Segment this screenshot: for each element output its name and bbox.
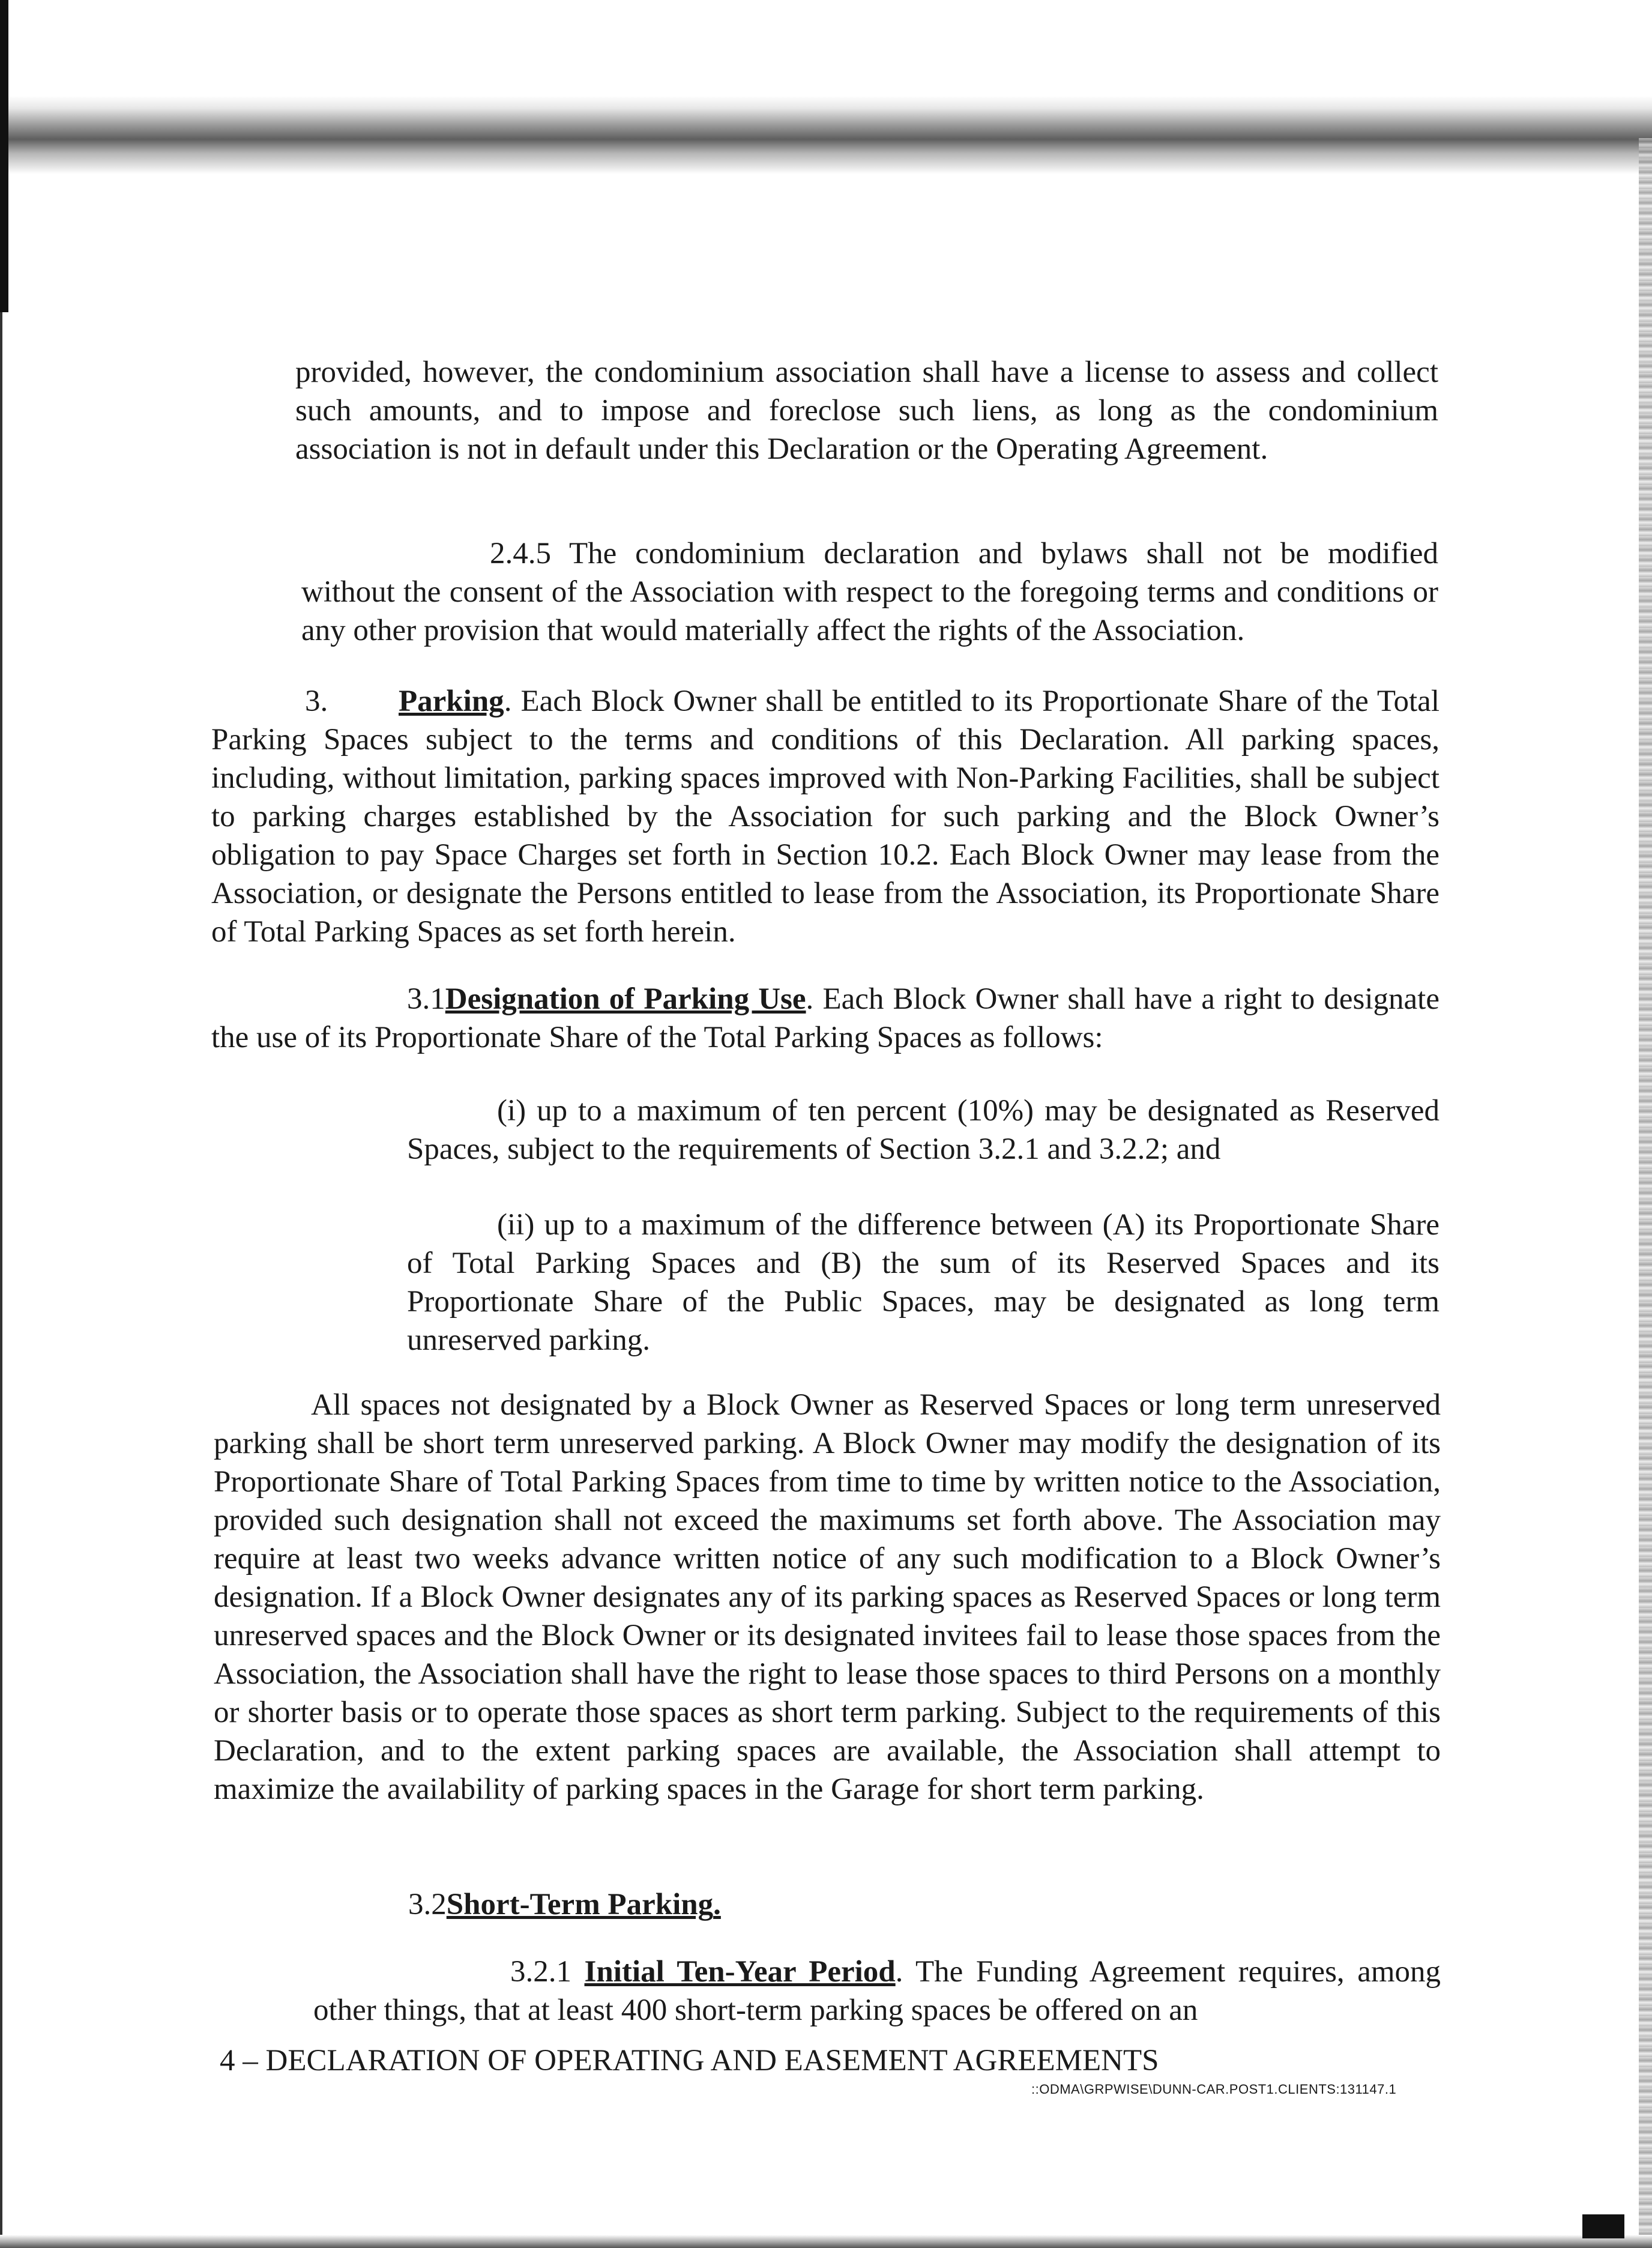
scan-left-line — [0, 312, 2, 2248]
document-path: ::ODMA\GRPWISE\DUNN-CAR.POST1.CLIENTS:131147.1 — [1031, 2082, 1397, 2097]
paragraph-text: The condominium declaration and bylaws shall not be modified without the consent of the Association with respect to the foregoing terms and conditions or any other provision that would materially affect the rights of the Association. — [301, 537, 1438, 647]
section-number: 3.2.1 — [510, 1955, 571, 1989]
scan-left-edge — [0, 0, 8, 312]
paragraph-continuation — [295, 353, 1438, 468]
paragraph-text: . Each Block Owner shall have a right to designate the use of its Proportionate Share of the Total Parking Spaces as follows: — [211, 982, 1439, 1054]
scan-right-edge — [1639, 138, 1652, 2248]
list-item-i — [407, 1092, 1439, 1168]
paragraph-text: . The Funding Agreement requires, among other things, that at least 400 short-term parking spaces be offered on an — [313, 1955, 1441, 2027]
section-3-2-heading — [408, 1885, 1129, 1924]
paragraph-text: All spaces not designated by a Block Owner as Reserved Spaces or long term unreserved parking shall be short term unreserved parking. A Block Owner may modify the designation of its Proportionate Share of Total Parking Spaces from time to time by written notice to the Association, provided such designation shall not exceed the maximums set forth above. The Association may require at least two weeks advance written notice of any such modification to a Block Owner’s designation. If a Block Owner designates any of its parking spaces as Reserved Spaces or long term unreserved spaces and the Block Owner or its designated invitees fail to lease those spaces from the Association, the Association shall have the right to lease those spaces to third Persons on a monthly or shorter basis or to operate those spaces as short term parking. Subject to the requirements of this Declaration, and to the extent parking spaces are available, the Association shall attempt to maximize the availability of parking spaces in the Garage for short term parking. — [214, 1388, 1441, 1806]
section-heading: Short-Term Parking — [446, 1888, 714, 1921]
section-heading: Designation of Parking Use — [445, 982, 806, 1016]
section-heading: Initial Ten-Year Period — [584, 1955, 896, 1989]
page-footer-title: 4 – DECLARATION OF OPERATING AND EASEMENT AGREEMENTS — [220, 2044, 1159, 2077]
scan-corner-mark — [1582, 2214, 1624, 2238]
section-number: 2.4.5 — [490, 537, 551, 570]
scan-bottom-edge — [0, 2235, 1652, 2248]
paragraph-text: provided, however, the condominium association shall have a license to assess and collect such amounts, and to impose and foreclose such liens, as long as the condominium association is not in default under this Declaration or the Operating Agreement. — [295, 355, 1438, 466]
list-item-text: (i) up to a maximum of ten percent (10%) may be designated as Reserved Spaces, subject to the requirements of Section 3.2.1 and 3.2.2; and — [407, 1094, 1439, 1166]
section-3-2-1-initial-period — [313, 1953, 1441, 2029]
paragraph-text: . Each Block Owner shall be entitled to its Proportionate Share of the Total Parking Spaces subject to the terms and conditions of this Declaration. All parking spaces, including, without limitation, parking spaces improved with Non-Parking Facilities, shall be subject to parking charges established by the Association for such parking and the Block Owner’s obligation to pay Space Charges set forth in Section 10.2. Each Block Owner may lease from the Association, or designate the Persons entitled to lease from the Association, its Proportionate Share of Total Parking Spaces as set forth herein. — [211, 684, 1439, 949]
section-heading-tail: . — [713, 1888, 721, 1921]
list-item-ii — [407, 1206, 1439, 1359]
section-number: 3.1 — [407, 982, 445, 1016]
section-3-parking — [211, 682, 1439, 951]
section-number: 3. — [305, 684, 328, 718]
paragraph-unreserved-parking — [214, 1386, 1441, 1808]
list-item-text: (ii) up to a maximum of the difference between (A) its Proportionate Share of Total Parking Spaces and (B) the sum of its Reserved Spaces and its Proportionate Share of the Public Spaces, may be designated as long term unreserved parking. — [407, 1208, 1439, 1357]
paragraph-2-4-5 — [301, 534, 1438, 650]
scan-top-shadow — [0, 0, 1652, 174]
section-number: 3.2 — [408, 1888, 447, 1921]
section-3-1-designation — [211, 980, 1439, 1057]
section-heading: Parking — [399, 684, 504, 718]
